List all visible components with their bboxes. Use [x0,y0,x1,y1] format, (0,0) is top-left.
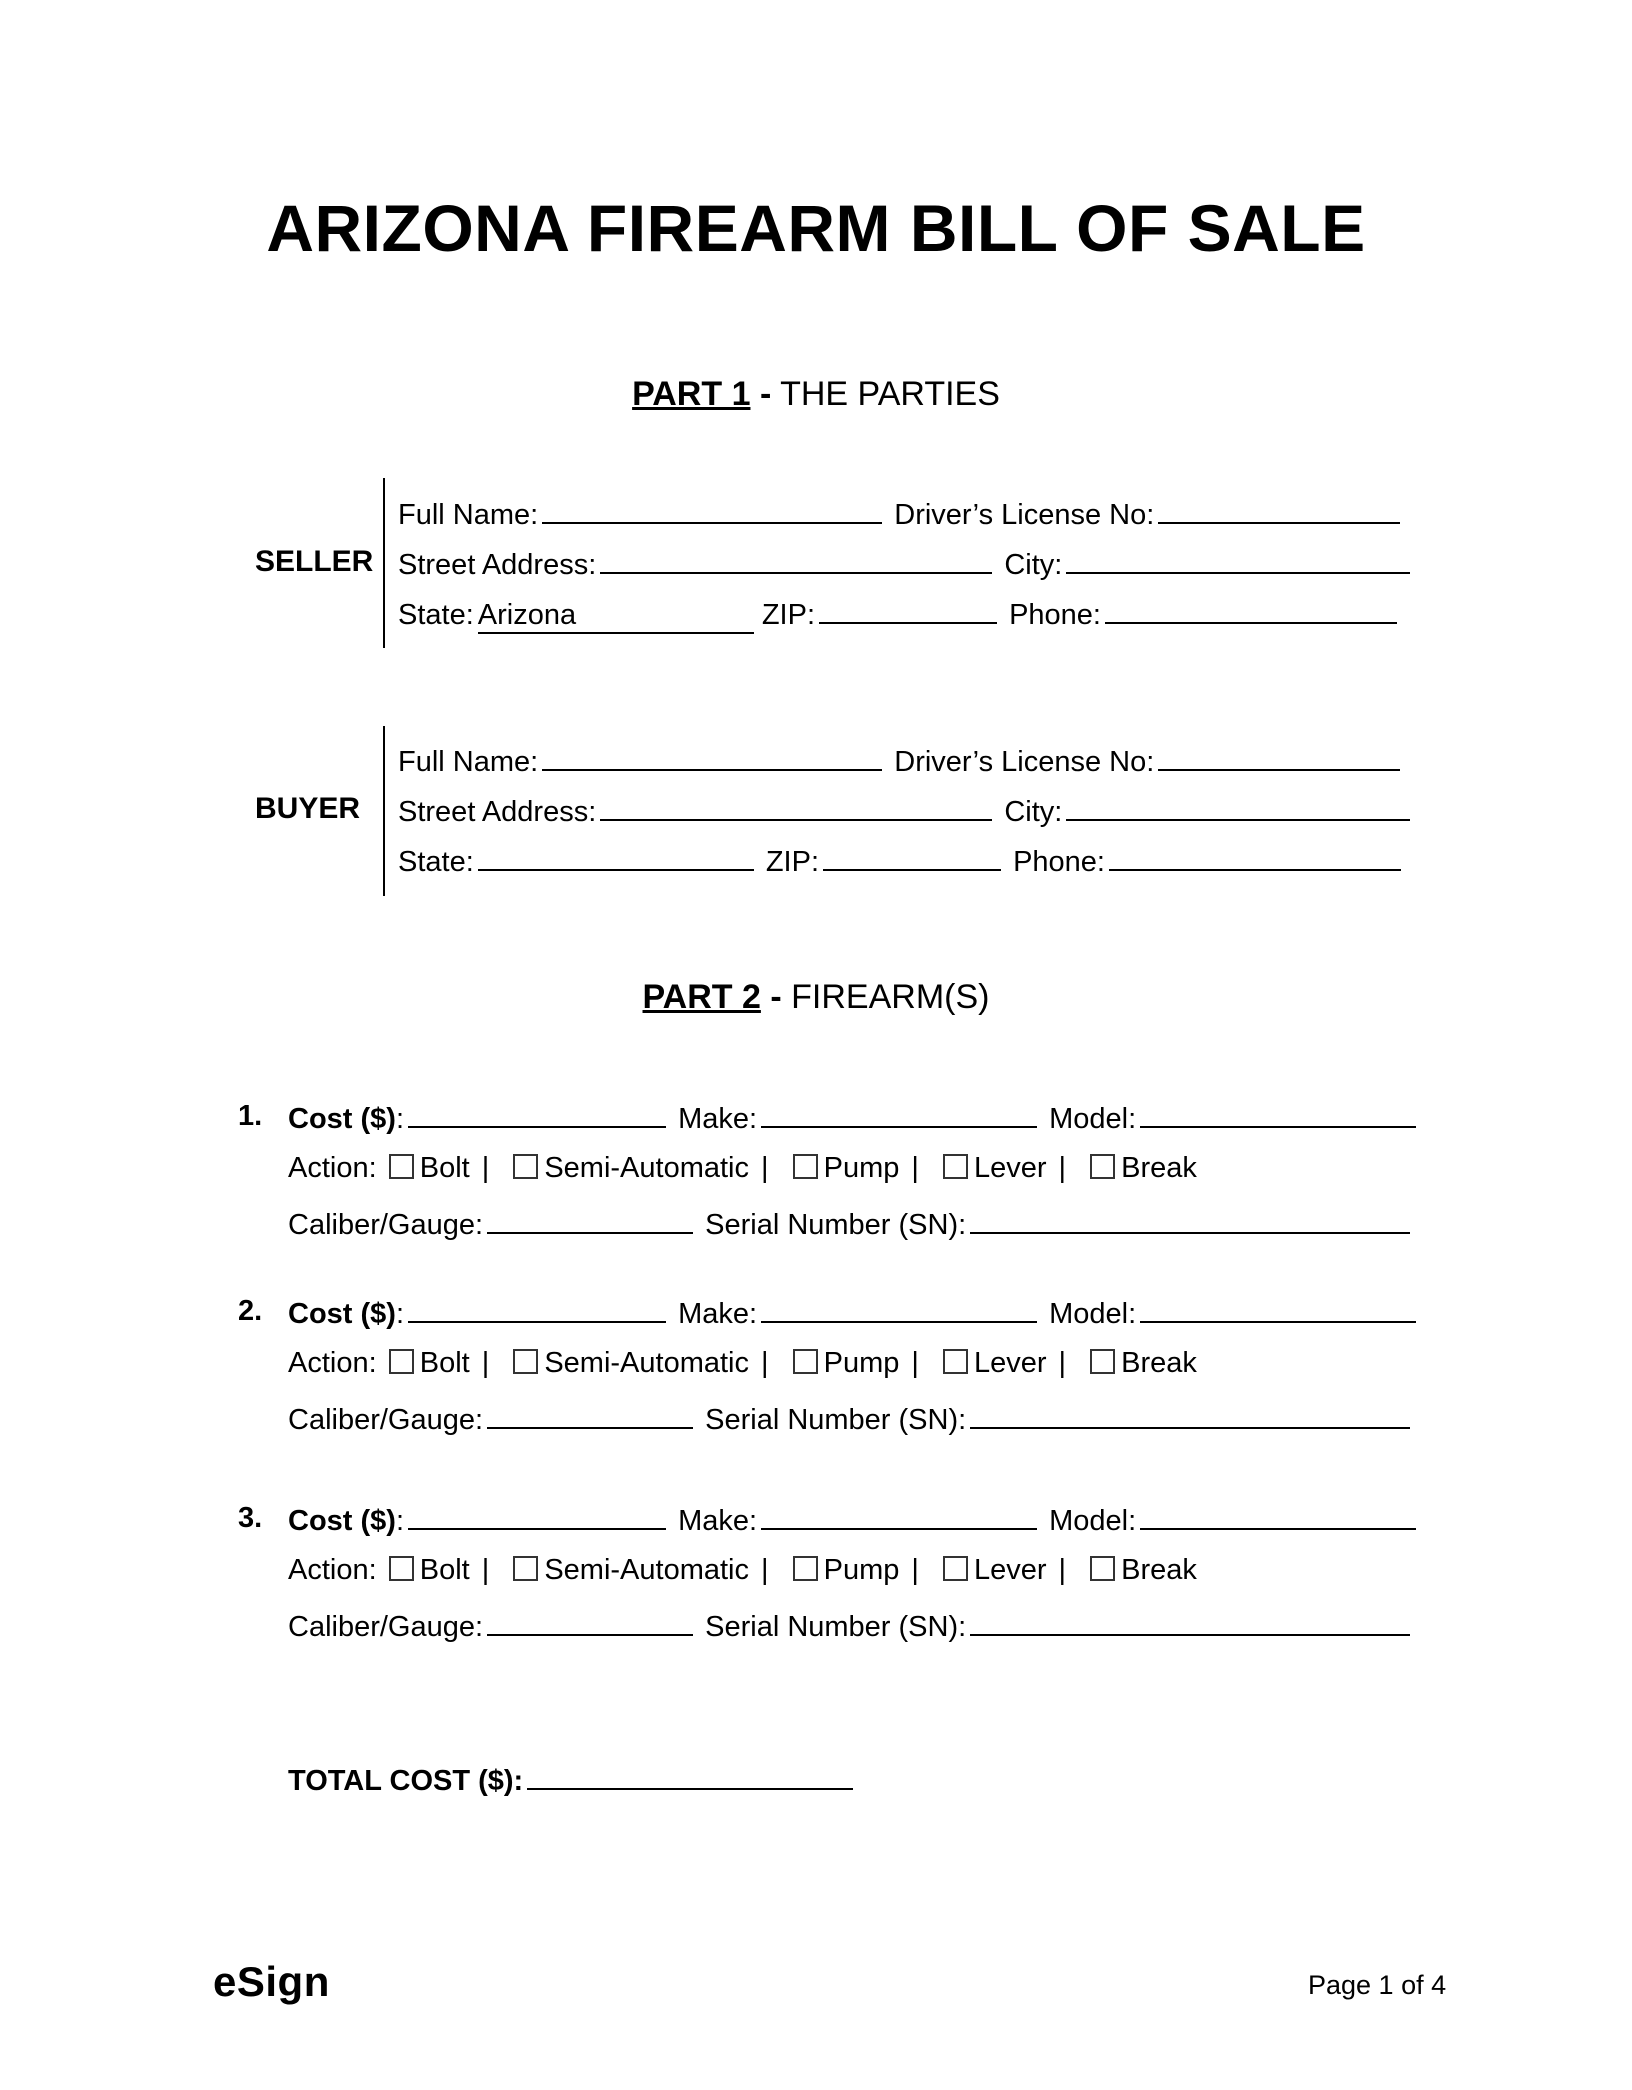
cost-field[interactable] [408,1100,666,1128]
buyer-label: BUYER [255,792,361,825]
lever-label: Lever [973,1152,1047,1184]
cost-label: Cost ($) [288,1505,396,1537]
part1-label: PART 1 [632,375,751,413]
lever-label: Lever [973,1347,1047,1379]
seller-license-label: Driver’s License No: [894,499,1155,531]
seller-divider [383,478,385,648]
firearm-number: 2. [238,1295,263,1327]
separator: | [911,1152,919,1184]
buyer-full-name-field[interactable] [542,743,882,771]
caliber-field[interactable] [487,1206,693,1234]
firearm-line-caliber [288,1608,1414,1644]
seller-state-label: State: [398,599,474,631]
make-field[interactable] [761,1502,1037,1530]
cost-colon: : [395,1103,405,1135]
firearm-line-action [288,1554,1197,1587]
seller-line-3 [398,596,1401,634]
semi-automatic-checkbox[interactable] [513,1349,538,1374]
action-label: Action: [288,1554,377,1586]
seller-zip-label: ZIP: [761,599,816,631]
serial-label: Serial Number (SN): [705,1611,967,1643]
document-title: ARIZONA FIREARM BILL OF SALE [266,191,1366,265]
seller-full-name-field[interactable] [542,496,882,524]
cost-field[interactable] [408,1502,666,1530]
buyer-line-1 [398,743,1404,779]
semi-automatic-label: Semi-Automatic [544,1152,749,1184]
caliber-label: Caliber/Gauge: [288,1611,484,1643]
serial-label: Serial Number (SN): [705,1404,967,1436]
seller-phone-field[interactable] [1105,596,1397,624]
caliber-label: Caliber/Gauge: [288,1209,484,1241]
cost-label: Cost ($) [288,1103,396,1135]
semi-automatic-checkbox[interactable] [513,1154,538,1179]
lever-checkbox[interactable] [943,1556,968,1581]
separator: | [911,1554,919,1586]
total-cost-field[interactable] [527,1762,853,1790]
semi-automatic-checkbox[interactable] [513,1556,538,1581]
buyer-divider [383,726,385,896]
semi-automatic-label: Semi-Automatic [544,1554,749,1586]
break-label: Break [1121,1347,1197,1379]
buyer-phone-label: Phone: [1013,846,1105,878]
cost-colon: : [395,1298,405,1330]
seller-street-label: Street Address: [398,549,597,581]
serial-field[interactable] [970,1206,1410,1234]
buyer-state-label: State: [398,846,474,878]
caliber-label: Caliber/Gauge: [288,1404,484,1436]
firearm-line-action [288,1152,1197,1185]
firearm-number: 1. [238,1100,263,1132]
total-cost-label: TOTAL COST ($): [288,1765,524,1797]
firearm-line-action [288,1347,1197,1380]
pump-label: Pump [823,1347,900,1379]
buyer-street-field[interactable] [600,793,992,821]
semi-automatic-label: Semi-Automatic [544,1347,749,1379]
pump-label: Pump [823,1554,900,1586]
seller-zip-field[interactable] [819,596,997,624]
firearm-number: 3. [238,1502,263,1534]
seller-line-2 [398,546,1414,582]
separator: | [761,1554,769,1586]
seller-city-field[interactable] [1066,546,1410,574]
seller-license-field[interactable] [1158,496,1400,524]
seller-line-1 [398,496,1404,532]
firearm-line-caliber [288,1206,1414,1242]
model-field[interactable] [1140,1295,1416,1323]
pump-checkbox[interactable] [793,1154,818,1179]
bolt-label: Bolt [419,1554,470,1586]
separator: | [481,1347,490,1379]
model-field[interactable] [1140,1502,1416,1530]
esign-logo: eSign [213,1958,330,2005]
buyer-city-label: City: [1004,796,1063,828]
break-checkbox[interactable] [1090,1556,1115,1581]
page-number: Page 1 of 4 [1308,1970,1447,2000]
buyer-street-label: Street Address: [398,796,597,828]
cost-label: Cost ($) [288,1298,396,1330]
separator: | [761,1152,769,1184]
part2-heading [0,978,1632,1017]
seller-full-name-label: Full Name: [398,499,539,531]
break-checkbox[interactable] [1090,1154,1115,1179]
bolt-checkbox[interactable] [389,1154,414,1179]
pump-checkbox[interactable] [793,1349,818,1374]
seller-city-label: City: [1004,549,1063,581]
part2-label: PART 2 [642,978,761,1016]
buyer-city-field[interactable] [1066,793,1410,821]
seller-state-field[interactable]: Arizona [478,599,754,634]
make-field[interactable] [761,1100,1037,1128]
buyer-line-2 [398,793,1414,829]
bolt-label: Bolt [419,1152,470,1184]
separator: | [761,1347,769,1379]
model-label: Model: [1049,1505,1137,1537]
bolt-label: Bolt [419,1347,470,1379]
serial-label: Serial Number (SN): [705,1209,967,1241]
make-label: Make: [678,1298,758,1330]
buyer-license-label: Driver’s License No: [894,746,1155,778]
part1-heading [0,375,1632,414]
total-cost-line [288,1762,857,1798]
model-label: Model: [1049,1298,1137,1330]
model-field[interactable] [1140,1100,1416,1128]
make-label: Make: [678,1103,758,1135]
cost-field[interactable] [408,1295,666,1323]
buyer-zip-field[interactable] [823,843,1001,871]
bolt-checkbox[interactable] [389,1349,414,1374]
seller-street-field[interactable] [600,546,992,574]
seller-label: SELLER [255,545,374,578]
make-field[interactable] [761,1295,1037,1323]
pump-checkbox[interactable] [793,1556,818,1581]
break-label: Break [1121,1554,1197,1586]
make-label: Make: [678,1505,758,1537]
model-label: Model: [1049,1103,1137,1135]
separator: | [481,1152,490,1184]
lever-label: Lever [973,1554,1047,1586]
separator: | [1058,1554,1067,1586]
separator: | [1058,1152,1067,1184]
buyer-license-field[interactable] [1158,743,1400,771]
part1-text: THE PARTIES [780,375,1000,413]
part2-dash: - [770,978,782,1016]
part2-text: FIREARM(S) [791,978,990,1016]
action-label: Action: [288,1347,377,1379]
seller-phone-label: Phone: [1009,599,1101,631]
firearm-line-cost [288,1295,1420,1331]
part1-dash: - [759,375,772,413]
firearm-line-cost [288,1100,1420,1136]
lever-checkbox[interactable] [943,1349,968,1374]
firearm-line-cost [288,1502,1420,1538]
firearm-line-caliber [288,1401,1414,1437]
cost-colon: : [395,1505,405,1537]
separator: | [911,1347,919,1379]
buyer-state-field[interactable] [478,843,754,871]
separator: | [481,1554,490,1586]
serial-field[interactable] [970,1401,1410,1429]
separator: | [1058,1347,1067,1379]
buyer-line-3 [398,843,1405,879]
caliber-field[interactable] [487,1608,693,1636]
buyer-zip-label: ZIP: [765,846,820,878]
pump-label: Pump [823,1152,900,1184]
buyer-phone-field[interactable] [1109,843,1401,871]
caliber-field[interactable] [487,1401,693,1429]
bolt-checkbox[interactable] [389,1556,414,1581]
serial-field[interactable] [970,1608,1410,1636]
action-label: Action: [288,1152,377,1184]
buyer-full-name-label: Full Name: [398,746,539,778]
lever-checkbox[interactable] [943,1154,968,1179]
break-label: Break [1121,1152,1197,1184]
break-checkbox[interactable] [1090,1349,1115,1374]
